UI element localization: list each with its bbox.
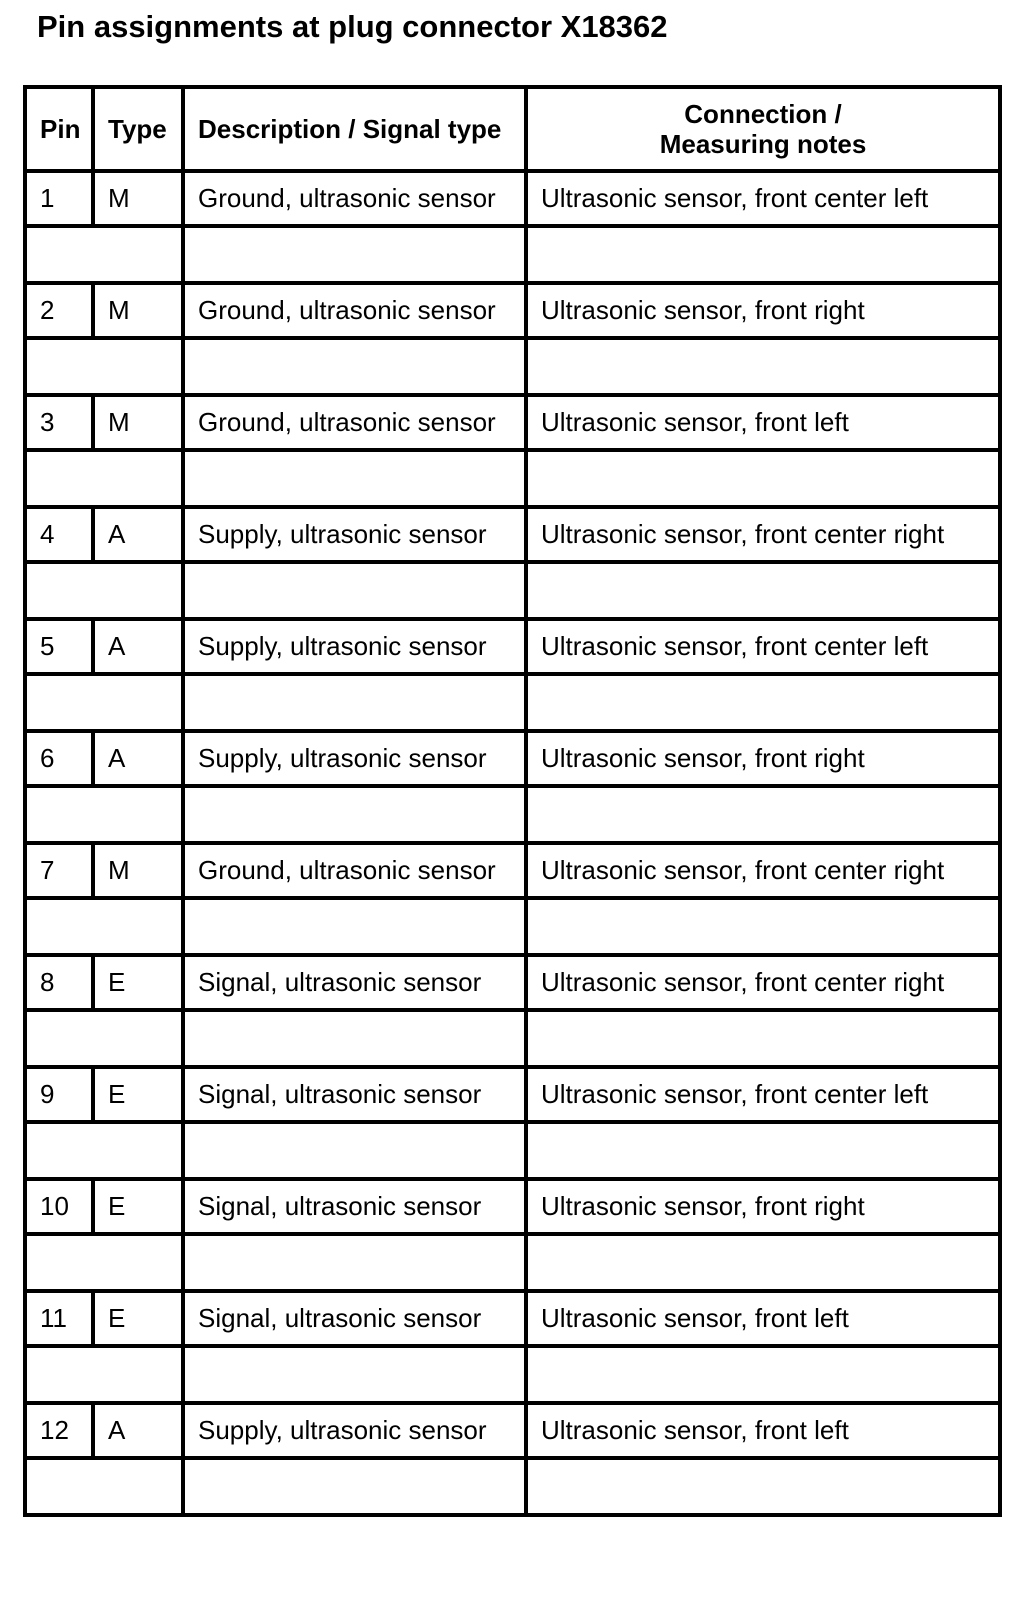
spacer-cell-description [183, 226, 526, 283]
description-cell: Ground, ultrasonic sensor [183, 171, 526, 226]
table-row [25, 1403, 1000, 1458]
header-connection [526, 87, 1000, 171]
type-cell: M [93, 283, 183, 338]
spacer-cell-pin-type [25, 1010, 183, 1067]
description-cell: Supply, ultrasonic sensor [183, 619, 526, 674]
type-cell: A [93, 731, 183, 786]
spacer-cell-connection [526, 1346, 1000, 1403]
pin-cell: 2 [25, 283, 93, 338]
table-row [25, 283, 1000, 338]
spacer-row [25, 338, 1000, 395]
spacer-row [25, 1010, 1000, 1067]
spacer-cell-pin-type [25, 226, 183, 283]
header-type: Type [93, 87, 183, 171]
spacer-cell-pin-type [25, 450, 183, 507]
table-row [25, 1291, 1000, 1346]
spacer-cell-description [183, 898, 526, 955]
spacer-cell-description [183, 450, 526, 507]
spacer-cell-pin-type [25, 786, 183, 843]
spacer-cell-pin-type [25, 1234, 183, 1291]
spacer-cell-connection [526, 898, 1000, 955]
type-cell: M [93, 843, 183, 898]
type-cell: A [93, 619, 183, 674]
spacer-row [25, 562, 1000, 619]
pin-cell: 7 [25, 843, 93, 898]
connection-cell: Ultrasonic sensor, front left [526, 1291, 1000, 1346]
spacer-cell-description [183, 1346, 526, 1403]
table-row [25, 843, 1000, 898]
type-cell: E [93, 1291, 183, 1346]
description-cell: Supply, ultrasonic sensor [183, 731, 526, 786]
connection-cell: Ultrasonic sensor, front left [526, 1403, 1000, 1458]
type-cell: M [93, 395, 183, 450]
spacer-cell-connection [526, 674, 1000, 731]
spacer-cell-connection [526, 226, 1000, 283]
spacer-cell-pin-type [25, 898, 183, 955]
spacer-cell-description [183, 786, 526, 843]
spacer-row [25, 674, 1000, 731]
header-connection-line1: Connection / [684, 99, 842, 129]
pin-cell: 9 [25, 1067, 93, 1122]
type-cell: E [93, 1067, 183, 1122]
spacer-cell-description [183, 1234, 526, 1291]
spacer-cell-connection [526, 562, 1000, 619]
page-title: Pin assignments at plug connector X18362 [37, 9, 668, 44]
type-cell: E [93, 1179, 183, 1234]
spacer-cell-description [183, 338, 526, 395]
header-description: Description / Signal type [183, 87, 526, 171]
description-cell: Signal, ultrasonic sensor [183, 1067, 526, 1122]
spacer-row [25, 786, 1000, 843]
spacer-cell-connection [526, 786, 1000, 843]
spacer-cell-description [183, 562, 526, 619]
pin-cell: 4 [25, 507, 93, 562]
connection-cell: Ultrasonic sensor, front center left [526, 171, 1000, 226]
description-cell: Supply, ultrasonic sensor [183, 1403, 526, 1458]
pin-assignment-table [23, 85, 1002, 1517]
connection-cell: Ultrasonic sensor, front right [526, 731, 1000, 786]
table-row [25, 955, 1000, 1010]
spacer-cell-pin-type [25, 1122, 183, 1179]
description-cell: Ground, ultrasonic sensor [183, 283, 526, 338]
connection-cell: Ultrasonic sensor, front center right [526, 843, 1000, 898]
table-row [25, 1067, 1000, 1122]
spacer-cell-pin-type [25, 338, 183, 395]
description-cell: Ground, ultrasonic sensor [183, 843, 526, 898]
pin-cell: 3 [25, 395, 93, 450]
spacer-row [25, 1122, 1000, 1179]
type-cell: A [93, 507, 183, 562]
description-cell: Supply, ultrasonic sensor [183, 507, 526, 562]
spacer-cell-description [183, 674, 526, 731]
pin-cell: 8 [25, 955, 93, 1010]
spacer-cell-description [183, 1010, 526, 1067]
connection-cell: Ultrasonic sensor, front right [526, 283, 1000, 338]
pin-cell: 6 [25, 731, 93, 786]
description-cell: Signal, ultrasonic sensor [183, 1179, 526, 1234]
table-row [25, 731, 1000, 786]
description-cell: Signal, ultrasonic sensor [183, 955, 526, 1010]
spacer-row [25, 898, 1000, 955]
spacer-row [25, 1234, 1000, 1291]
spacer-cell-pin-type [25, 1458, 183, 1515]
description-cell: Signal, ultrasonic sensor [183, 1291, 526, 1346]
pin-cell: 11 [25, 1291, 93, 1346]
header-connection-line2: Measuring notes [659, 129, 867, 159]
connection-cell: Ultrasonic sensor, front right [526, 1179, 1000, 1234]
spacer-cell-connection [526, 1122, 1000, 1179]
table-row [25, 619, 1000, 674]
connection-cell: Ultrasonic sensor, front center left [526, 1067, 1000, 1122]
pin-cell: 10 [25, 1179, 93, 1234]
pin-cell: 1 [25, 171, 93, 226]
spacer-row [25, 1346, 1000, 1403]
header-pin: Pin [25, 87, 93, 171]
type-cell: E [93, 955, 183, 1010]
pin-cell: 5 [25, 619, 93, 674]
connection-cell: Ultrasonic sensor, front center right [526, 507, 1000, 562]
table-row [25, 171, 1000, 226]
spacer-row [25, 226, 1000, 283]
spacer-cell-description [183, 1122, 526, 1179]
connection-cell: Ultrasonic sensor, front center left [526, 619, 1000, 674]
spacer-cell-pin-type [25, 674, 183, 731]
spacer-cell-connection [526, 1010, 1000, 1067]
pin-cell: 12 [25, 1403, 93, 1458]
table-row [25, 395, 1000, 450]
spacer-cell-pin-type [25, 1346, 183, 1403]
table-row [25, 507, 1000, 562]
connection-cell: Ultrasonic sensor, front left [526, 395, 1000, 450]
table-body [25, 171, 1000, 1515]
description-cell: Ground, ultrasonic sensor [183, 395, 526, 450]
table-header-row [25, 87, 1000, 171]
spacer-cell-connection [526, 450, 1000, 507]
type-cell: A [93, 1403, 183, 1458]
spacer-row [25, 450, 1000, 507]
connection-cell: Ultrasonic sensor, front center right [526, 955, 1000, 1010]
table-row [25, 1179, 1000, 1234]
spacer-cell-connection [526, 1458, 1000, 1515]
type-cell: M [93, 171, 183, 226]
spacer-cell-description [183, 1458, 526, 1515]
spacer-cell-pin-type [25, 562, 183, 619]
spacer-cell-connection [526, 1234, 1000, 1291]
spacer-row [25, 1458, 1000, 1515]
spacer-cell-connection [526, 338, 1000, 395]
